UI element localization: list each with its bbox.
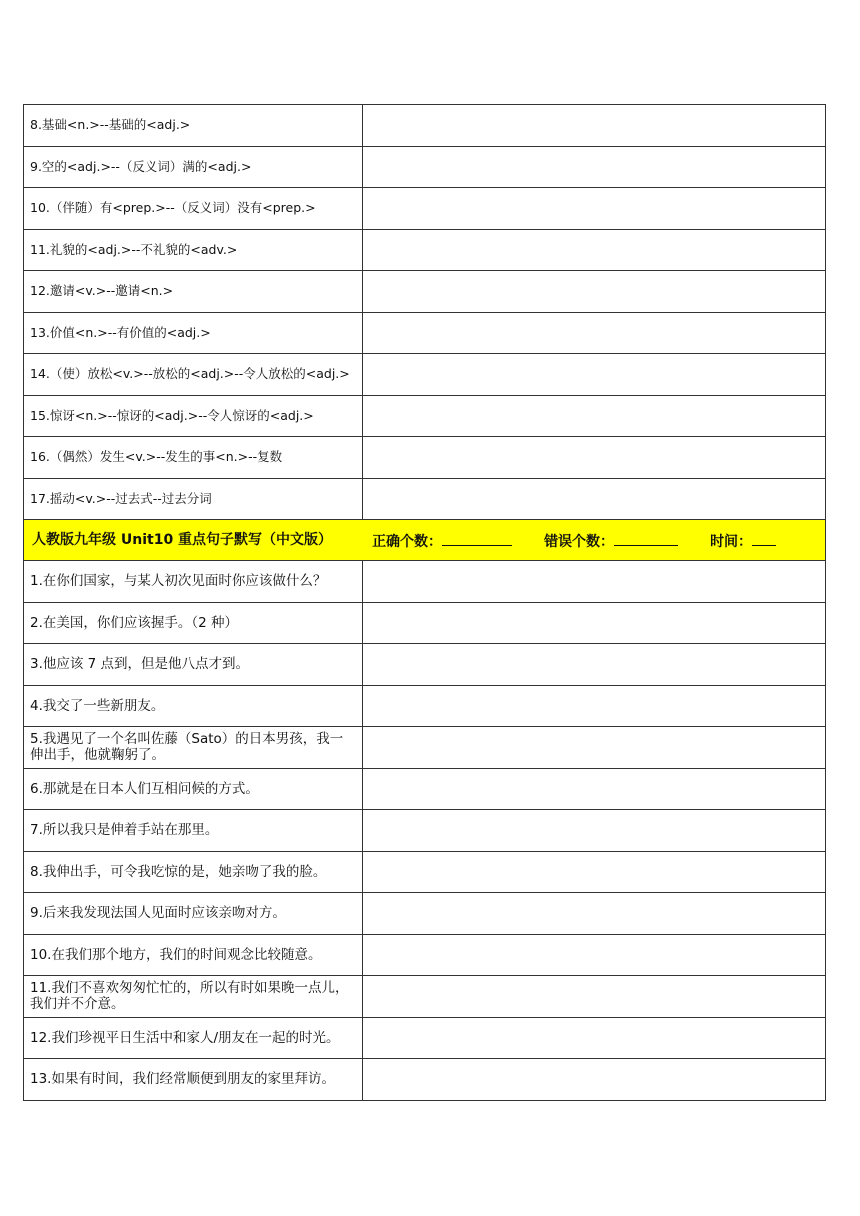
answer-cell[interactable] <box>363 478 826 520</box>
vocab-row <box>24 146 826 188</box>
vocab-row <box>24 312 826 354</box>
answer-cell[interactable] <box>363 768 826 810</box>
sentence-prompt: 9.后来我发现法国人见面时应该亲吻对方。 <box>24 893 363 935</box>
vocab-row <box>24 271 826 313</box>
sentence-prompt: 2.在美国，你们应该握手。（2 种） <box>24 602 363 644</box>
sentence-row <box>24 685 826 727</box>
wrong-count-label: 错误个数： <box>544 533 615 550</box>
sentence-prompt: 3.他应该 7 点到，但是他八点才到。 <box>24 644 363 686</box>
answer-cell[interactable] <box>363 602 826 644</box>
vocab-prompt: 17.摇动<v.>--过去式--过去分词 <box>24 478 363 520</box>
vocab-prompt: 14.（使）放松<v.>--放松的<adj.>--令人放松的<adj.> <box>24 354 363 396</box>
correct-count-label: 正确个数： <box>372 533 443 550</box>
sentence-prompt: 11.我们不喜欢匆匆忙忙的，所以有时如果晚一点儿，我们并不介意。 <box>24 976 363 1018</box>
answer-cell[interactable] <box>363 437 826 479</box>
vocab-prompt: 8.基础<n.>--基础的<adj.> <box>24 105 363 147</box>
worksheet <box>23 104 825 1101</box>
wrong-count-blank[interactable] <box>614 531 678 546</box>
vocab-row <box>24 437 826 479</box>
sentence-prompt: 6.那就是在日本人们互相问候的方式。 <box>24 768 363 810</box>
answer-cell[interactable] <box>363 727 826 769</box>
vocab-prompt: 16.（偶然）发生<v.>--发生的事<n.>--复数 <box>24 437 363 479</box>
sentence-prompt: 5.我遇见了一个名叫佐藤（Sato）的日本男孩，我一伸出手，他就鞠躬了。 <box>24 727 363 769</box>
sentence-prompt: 1.在你们国家，与某人初次见面时你应该做什么？ <box>24 561 363 603</box>
answer-cell[interactable] <box>363 934 826 976</box>
vocab-prompt: 10.（伴随）有<prep.>--（反义词）没有<prep.> <box>24 188 363 230</box>
vocab-prompt: 13.价值<n.>--有价值的<adj.> <box>24 312 363 354</box>
sentence-row <box>24 976 826 1018</box>
answer-cell[interactable] <box>363 188 826 230</box>
sentence-prompt: 10.在我们那个地方，我们的时间观念比较随意。 <box>24 934 363 976</box>
section-header-cell <box>24 520 826 561</box>
section-header-row <box>24 520 826 561</box>
vocab-row <box>24 354 826 396</box>
answer-cell[interactable] <box>363 354 826 396</box>
sentence-prompt: 13.如果有时间，我们经常顺便到朋友的家里拜访。 <box>24 1059 363 1101</box>
answer-cell[interactable] <box>363 146 826 188</box>
time-label: 时间： <box>710 533 753 550</box>
sentence-prompt: 8.我伸出手，可令我吃惊的是，她亲吻了我的脸。 <box>24 851 363 893</box>
vocab-prompt: 15.惊讶<n.>--惊讶的<adj.>--令人惊讶的<adj.> <box>24 395 363 437</box>
correct-count-blank[interactable] <box>442 531 512 546</box>
answer-cell[interactable] <box>363 105 826 147</box>
answer-cell[interactable] <box>363 312 826 354</box>
sentence-row <box>24 810 826 852</box>
answer-cell[interactable] <box>363 271 826 313</box>
sentence-row <box>24 561 826 603</box>
answer-cell[interactable] <box>363 810 826 852</box>
sentence-row <box>24 851 826 893</box>
vocab-row <box>24 188 826 230</box>
answer-cell[interactable] <box>363 229 826 271</box>
answer-cell[interactable] <box>363 1017 826 1059</box>
answer-cell[interactable] <box>363 976 826 1018</box>
vocab-row <box>24 478 826 520</box>
sentence-row <box>24 934 826 976</box>
worksheet-table <box>23 104 826 1101</box>
correct-count-group <box>372 531 512 550</box>
sentence-prompt: 12.我们珍视平日生活中和家人/朋友在一起的时光。 <box>24 1017 363 1059</box>
sentence-row <box>24 727 826 769</box>
sentence-row <box>24 1059 826 1101</box>
time-blank[interactable] <box>752 531 776 546</box>
sentence-row <box>24 893 826 935</box>
answer-cell[interactable] <box>363 644 826 686</box>
vocab-row <box>24 105 826 147</box>
answer-cell[interactable] <box>363 395 826 437</box>
answer-cell[interactable] <box>363 851 826 893</box>
time-group <box>710 531 776 550</box>
sentence-prompt: 7.所以我只是伸着手站在那里。 <box>24 810 363 852</box>
answer-cell[interactable] <box>363 685 826 727</box>
vocab-prompt: 11.礼貌的<adj.>--不礼貌的<adv.> <box>24 229 363 271</box>
sentence-row <box>24 1017 826 1059</box>
sentence-row <box>24 644 826 686</box>
answer-cell[interactable] <box>363 893 826 935</box>
vocab-prompt: 12.邀请<v.>--邀请<n.> <box>24 271 363 313</box>
wrong-count-group <box>544 531 678 550</box>
vocab-row <box>24 229 826 271</box>
sentence-prompt: 4.我交了一些新朋友。 <box>24 685 363 727</box>
answer-cell[interactable] <box>363 1059 826 1101</box>
vocab-row <box>24 395 826 437</box>
sentence-row <box>24 602 826 644</box>
vocab-prompt: 9.空的<adj.>--（反义词）满的<adj.> <box>24 146 363 188</box>
sentence-row <box>24 768 826 810</box>
section-title: 人教版九年级 Unit10 重点句子默写（中文版） <box>32 532 333 548</box>
answer-cell[interactable] <box>363 561 826 603</box>
